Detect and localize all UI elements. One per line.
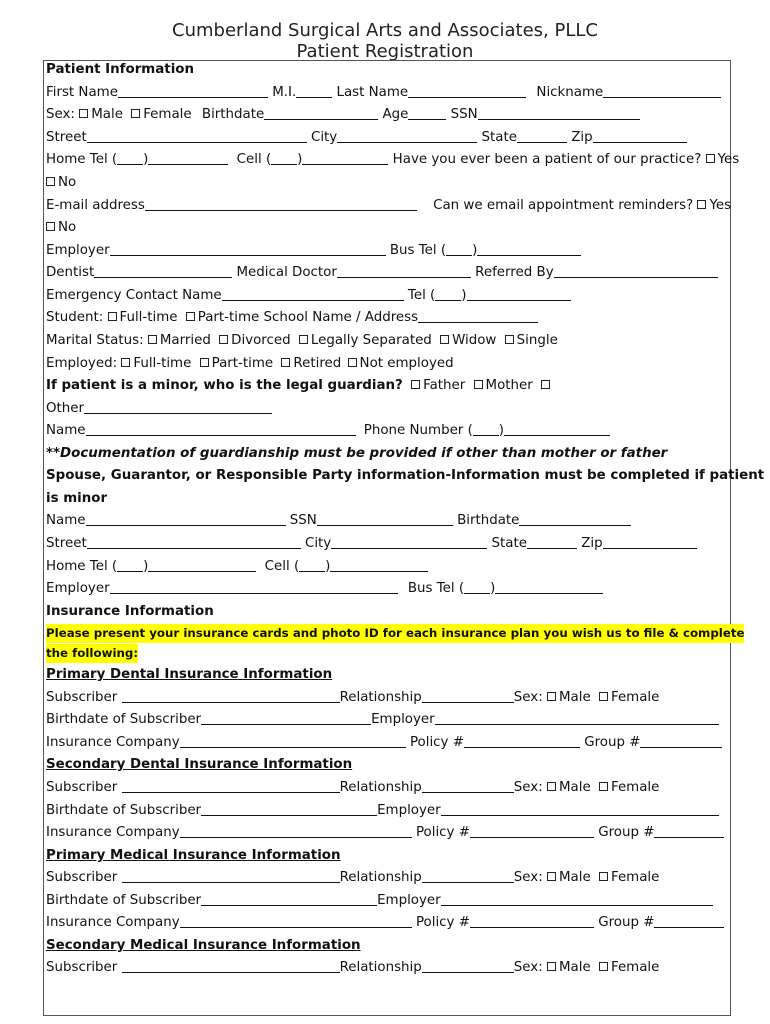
guardian-other-row [46, 398, 272, 420]
sd-company-field[interactable] [180, 823, 412, 838]
spouse-phone-row: Home Tel ( ) Cell ( ) [46, 556, 428, 578]
widow-checkbox[interactable] [440, 335, 449, 344]
female-label: Female [610, 690, 660, 705]
sex-label: Sex: [46, 107, 75, 122]
sex-label: Sex: [513, 870, 543, 885]
minor-question: If patient is a minor, who is the legal guardian? [46, 378, 403, 393]
sex-male-checkbox[interactable] [79, 109, 88, 118]
pd-company-field[interactable] [180, 733, 406, 748]
sd-male-checkbox[interactable] [547, 782, 556, 791]
email-row [46, 195, 731, 217]
city-field[interactable] [337, 128, 477, 143]
single-label: Single [516, 333, 558, 348]
sd-female-checkbox[interactable] [599, 782, 608, 791]
emergency-tel-area-field[interactable] [435, 286, 461, 301]
birthdate-subscriber-label: Birthdate of Subscriber [46, 893, 202, 908]
pd-birthdate-row [46, 709, 719, 731]
spouse-state-field[interactable] [527, 534, 577, 549]
full-time-label: Full-time [133, 356, 192, 371]
relationship-label: Relationship [339, 780, 422, 795]
phone-number-label: Phone Number ( [363, 423, 473, 438]
pm-subscriber-field[interactable] [122, 868, 340, 883]
medical-doctor-label: Medical Doctor [236, 265, 337, 280]
zip-field[interactable] [593, 128, 687, 143]
emergency-tel-label: Tel ( [407, 288, 436, 303]
spouse-home-tel-area-field[interactable] [117, 557, 143, 572]
full-time-label: Full-time [119, 310, 178, 325]
guardian-father-checkbox[interactable] [411, 380, 420, 389]
widow-label: Widow [452, 333, 497, 348]
pm-subscriber-row [46, 867, 659, 889]
spouse-home-tel-field[interactable] [148, 557, 256, 572]
patient-info-heading: Patient Information [46, 62, 195, 77]
retired-checkbox[interactable] [281, 358, 290, 367]
spouse-birthdate-label: Birthdate [457, 513, 520, 528]
policy-label: Policy # [415, 915, 470, 930]
spouse-street-label: Street [46, 536, 87, 551]
nickname-label: Nickname [536, 85, 604, 100]
married-label: Married [159, 333, 211, 348]
pm-relationship-field[interactable] [422, 868, 514, 883]
sd-policy-field[interactable] [470, 823, 594, 838]
ssn-field[interactable] [478, 105, 640, 120]
guardian-other-checkbox[interactable] [541, 380, 550, 389]
primary-medical-heading: Primary Medical Insurance Information [46, 848, 341, 863]
state-label: State [481, 130, 517, 145]
age-label: Age [382, 107, 409, 122]
pm-employer-field[interactable] [441, 891, 713, 906]
insurance-notice-1: Please present your insurance cards and photo ID for each insurance plan you wish us to file & complete [46, 624, 744, 643]
sd-relationship-field[interactable] [422, 778, 514, 793]
email-reminders-yes-checkbox[interactable] [697, 200, 706, 209]
emergency-row: Emergency Contact Name Tel ( ) [46, 285, 571, 307]
female-label: Female [610, 870, 660, 885]
birthdate-subscriber-label: Birthdate of Subscriber [46, 712, 202, 727]
pd-subscriber-row [46, 687, 659, 709]
home-tel-label: Home Tel ( [46, 152, 118, 167]
pd-subscriber-field[interactable] [122, 688, 340, 703]
married-checkbox[interactable] [148, 335, 157, 344]
spouse-cell-field[interactable] [330, 557, 428, 572]
insurance-company-label: Insurance Company [46, 825, 180, 840]
birthdate-subscriber-label: Birthdate of Subscriber [46, 803, 202, 818]
guardian-name-row: Name Phone Number ( ) [46, 420, 610, 442]
home-tel-field[interactable] [148, 150, 228, 165]
spouse-name-field[interactable] [86, 511, 286, 526]
guardianship-note: **Documentation of guardianship must be provided if other than mother or father [46, 446, 668, 461]
pm-policy-field[interactable] [470, 913, 594, 928]
spouse-ssn-field[interactable] [317, 511, 453, 526]
spouse-cell-area-field[interactable] [299, 557, 325, 572]
sm-subscriber-field[interactable] [122, 958, 340, 973]
referred-by-label: Referred By [475, 265, 554, 280]
spouse-cell-label: Cell ( [264, 559, 300, 574]
male-label: Male [558, 780, 591, 795]
city-label: City [310, 130, 338, 145]
sex-female-checkbox[interactable] [131, 109, 140, 118]
pm-group-field[interactable] [654, 913, 724, 928]
not-employed-label: Not employed [359, 356, 454, 371]
pd-male-checkbox[interactable] [547, 692, 556, 701]
name-row [46, 82, 721, 104]
not-employed-checkbox[interactable] [348, 358, 357, 367]
bus-tel-area-field[interactable] [446, 241, 472, 256]
email-reminders-no-checkbox[interactable] [46, 222, 55, 231]
female-label: Female [143, 107, 192, 122]
sex-row [46, 104, 640, 126]
separated-checkbox[interactable] [299, 335, 308, 344]
spouse-employer-label: Employer [46, 581, 110, 596]
insurance-company-label: Insurance Company [46, 915, 180, 930]
single-checkbox[interactable] [505, 335, 514, 344]
part-time-label: Part-time [211, 356, 274, 371]
employed-row [46, 353, 454, 375]
referred-by-field[interactable] [554, 263, 718, 278]
email-field[interactable] [145, 196, 417, 211]
spouse-zip-label: Zip [581, 536, 603, 551]
spouse-bus-tel-label: Bus Tel ( [407, 581, 465, 596]
emergency-name-field[interactable] [222, 286, 404, 301]
pd-relationship-field[interactable] [422, 688, 514, 703]
guardian-name-field[interactable] [86, 421, 356, 436]
sex-label: Sex: [513, 960, 543, 975]
sd-birthdate-row [46, 800, 719, 822]
employer-row: Employer Bus Tel ( ) [46, 240, 581, 262]
street-field[interactable] [87, 128, 307, 143]
guardian-phone-area-field[interactable] [473, 421, 499, 436]
spouse-bus-tel-area-field[interactable] [464, 579, 490, 594]
subscriber-label: Subscriber [46, 690, 118, 705]
spouse-address-row [46, 533, 697, 555]
sm-relationship-field[interactable] [422, 958, 514, 973]
employer-label: Employer [377, 893, 441, 908]
employer-field[interactable] [110, 241, 386, 256]
dentist-label: Dentist [46, 265, 95, 280]
sd-company-row [46, 822, 724, 844]
guardian-other-field[interactable] [84, 399, 272, 414]
spouse-heading-cont: is minor [46, 491, 108, 506]
student-full-time-checkbox[interactable] [108, 312, 117, 321]
last-name-field[interactable] [408, 83, 526, 98]
employed-label: Employed: [46, 356, 118, 371]
other-label: Other [46, 401, 85, 416]
first-name-field[interactable] [118, 83, 268, 98]
male-label: Male [558, 870, 591, 885]
nickname-field[interactable] [603, 83, 721, 98]
spouse-home-tel-label: Home Tel ( [46, 559, 118, 574]
birthdate-field[interactable] [264, 105, 378, 120]
part-time-label: Part-time [197, 310, 260, 325]
spouse-city-field[interactable] [331, 534, 487, 549]
pm-birthdate-field[interactable] [201, 891, 377, 906]
emergency-tel-field[interactable] [467, 286, 571, 301]
sd-subscriber-field[interactable] [122, 778, 340, 793]
been-patient-no-row [46, 172, 76, 194]
policy-label: Policy # [415, 825, 470, 840]
pm-company-row [46, 912, 724, 934]
pd-employer-field[interactable] [435, 710, 719, 725]
male-label: Male [558, 690, 591, 705]
group-label: Group # [598, 825, 655, 840]
pd-group-field[interactable] [640, 733, 722, 748]
sd-employer-field[interactable] [441, 801, 719, 816]
group-label: Group # [584, 735, 641, 750]
spouse-zip-field[interactable] [603, 534, 697, 549]
spouse-employer-row: Employer Bus Tel ( ) [46, 578, 603, 600]
no-label: No [58, 220, 77, 235]
insurance-notice-2: the following: [46, 644, 138, 663]
sex-label: Sex: [513, 690, 543, 705]
student-row [46, 307, 538, 329]
state-field[interactable] [517, 128, 567, 143]
been-patient-yes-checkbox[interactable] [706, 154, 715, 163]
group-label: Group # [598, 915, 655, 930]
insurance-heading: Insurance Information [46, 604, 214, 619]
medical-doctor-field[interactable] [337, 263, 471, 278]
ssn-label: SSN [450, 107, 478, 122]
spouse-name-label: Name [46, 513, 86, 528]
birthdate-label: Birthdate [201, 107, 265, 122]
spouse-state-label: State [491, 536, 527, 551]
dentist-field[interactable] [94, 263, 232, 278]
street-label: Street [46, 130, 87, 145]
relationship-label: Relationship [339, 960, 422, 975]
sm-male-checkbox[interactable] [547, 962, 556, 971]
secondary-dental-heading: Secondary Dental Insurance Information [46, 757, 353, 772]
father-label: Father [423, 378, 466, 393]
pm-female-checkbox[interactable] [599, 872, 608, 881]
divorced-label: Divorced [231, 333, 291, 348]
retired-label: Retired [293, 356, 342, 371]
mi-label: M.I. [272, 85, 297, 100]
sm-subscriber-row [46, 957, 659, 979]
employed-part-time-checkbox[interactable] [200, 358, 209, 367]
spouse-ssn-label: SSN [289, 513, 317, 528]
male-label: Male [91, 107, 123, 122]
marital-row [46, 330, 558, 352]
spouse-city-label: City [304, 536, 332, 551]
sex-label: Sex: [513, 780, 543, 795]
mother-label: Mother [485, 378, 533, 393]
guardian-row [46, 375, 553, 397]
secondary-medical-heading: Secondary Medical Insurance Information [46, 938, 361, 953]
employed-full-time-checkbox[interactable] [121, 358, 130, 367]
pm-company-field[interactable] [180, 913, 412, 928]
separated-label: Legally Separated [310, 333, 432, 348]
email-no-row [46, 217, 76, 239]
subscriber-label: Subscriber [46, 870, 118, 885]
insurance-notice-line-2 [46, 643, 138, 665]
cell-area-field[interactable] [271, 150, 297, 165]
employer-label: Employer [377, 803, 441, 818]
no-label: No [58, 175, 77, 190]
pm-male-checkbox[interactable] [547, 872, 556, 881]
spouse-name-row [46, 510, 631, 532]
relationship-label: Relationship [339, 870, 422, 885]
pd-female-checkbox[interactable] [599, 692, 608, 701]
been-patient-no-checkbox[interactable] [46, 177, 55, 186]
emergency-label: Emergency Contact Name [46, 288, 222, 303]
cell-field[interactable] [302, 150, 388, 165]
student-part-time-checkbox[interactable] [186, 312, 195, 321]
subscriber-label: Subscriber [46, 960, 118, 975]
insurance-notice-line-1 [46, 623, 744, 645]
bus-tel-field[interactable] [477, 241, 581, 256]
phone-row: Home Tel ( ) Cell ( ) Have you ever been a patient of our practice? Yes [46, 152, 740, 167]
guardian-mother-checkbox[interactable] [474, 380, 483, 389]
subscriber-label: Subscriber [46, 780, 118, 795]
mi-field[interactable] [296, 83, 332, 98]
doctor-row [46, 262, 718, 284]
student-label: Student: [46, 310, 104, 325]
email-reminders-label: Can we email appointment reminders? [433, 198, 694, 213]
female-label: Female [610, 780, 660, 795]
marital-label: Marital Status: [46, 333, 144, 348]
male-label: Male [558, 960, 591, 975]
form-subtitle: Patient Registration [296, 41, 474, 62]
first-name-label: First Name [46, 85, 118, 100]
been-patient-label: Have you ever been a patient of our practice? [392, 152, 702, 167]
guardian-phone-field[interactable] [504, 421, 610, 436]
form-title: Cumberland Surgical Arts and Associates, PLLC [172, 20, 598, 41]
sd-group-field[interactable] [654, 823, 724, 838]
insurance-company-label: Insurance Company [46, 735, 180, 750]
school-label: School Name / Address [263, 310, 419, 325]
cell-label: Cell ( [236, 152, 272, 167]
age-field[interactable] [408, 105, 446, 120]
spouse-employer-field[interactable] [110, 579, 398, 594]
spouse-heading: Spouse, Guarantor, or Responsible Party information-Information must be completed if patient [46, 468, 765, 483]
pd-policy-field[interactable] [464, 733, 580, 748]
sd-subscriber-row [46, 777, 659, 799]
female-label: Female [610, 960, 660, 975]
school-field[interactable] [418, 308, 538, 323]
bus-tel-label: Bus Tel ( [389, 243, 447, 258]
policy-label: Policy # [409, 735, 464, 750]
last-name-label: Last Name [336, 85, 409, 100]
sm-female-checkbox[interactable] [599, 962, 608, 971]
pd-company-row [46, 732, 722, 754]
email-label: E-mail address [46, 198, 145, 213]
sd-birthdate-field[interactable] [201, 801, 377, 816]
primary-dental-heading: Primary Dental Insurance Information [46, 667, 333, 682]
spouse-birthdate-field[interactable] [519, 511, 631, 526]
guardian-name-label: Name [46, 423, 86, 438]
pd-birthdate-field[interactable] [201, 710, 371, 725]
spouse-bus-tel-field[interactable] [495, 579, 603, 594]
home-tel-area-field[interactable] [117, 150, 143, 165]
employer-label: Employer [46, 243, 110, 258]
yes-label: Yes [717, 152, 740, 167]
yes-label: Yes [709, 198, 732, 213]
address-row [46, 127, 687, 149]
zip-label: Zip [571, 130, 593, 145]
divorced-checkbox[interactable] [219, 335, 228, 344]
employer-label: Employer [371, 712, 435, 727]
pm-birthdate-row [46, 890, 713, 912]
spouse-street-field[interactable] [87, 534, 301, 549]
relationship-label: Relationship [339, 690, 422, 705]
